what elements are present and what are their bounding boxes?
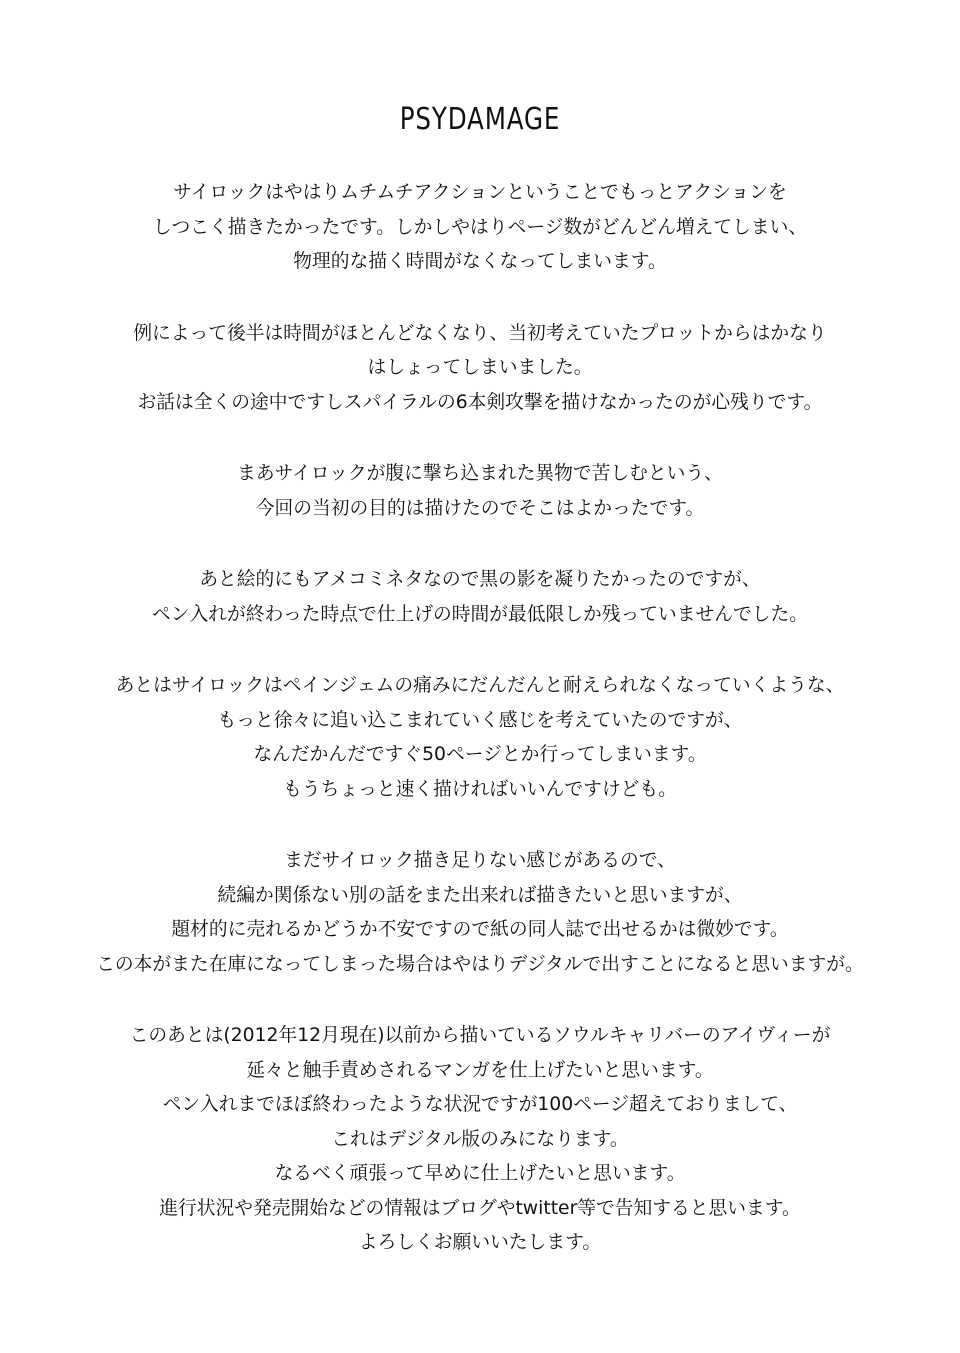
text-line: このあとは(2012年12月現在)以前から描いているソウルキャリバーのアイヴィーが [129,1025,831,1046]
text-line: ペン入れが終わった時点で仕上げの時間が最低限しか残っていませんでした。 [151,603,809,625]
text-line: 続編か関係ない別の話をまた出来れば描きたいと思いますが、 [217,884,743,906]
paragraph [0,176,960,280]
text-line: なんだかんだですぐ50ページとか行ってしまいます。 [253,744,707,765]
text-line: これはデジタル版のみになります。 [331,1128,629,1150]
text-line: 延々と触手責めされるマンガを仕上げたいと思います。 [246,1059,714,1081]
paragraph [0,563,960,632]
text-line: しつこく描きたかったです。しかしやはりページ数がどんどん増えてしまい、 [152,216,808,238]
text-line: 進行状況や発売開始などの情報はブログやtwitter等で告知すると思います。 [159,1197,801,1219]
text-line: サイロックはやはりムチムチアクションということでもっとアクションを [173,182,787,203]
paragraph [0,457,960,526]
text-line: あと絵的にもアメコミネタなので黒の影を凝りたかったのですが、 [199,569,761,590]
text-line: ペン入れまでほぼ終わったような状況ですが100ページ超えておりまして、 [162,1094,798,1115]
paragraph [0,669,960,807]
afterword-body [0,176,960,1298]
text-line: まだサイロック描き足りない感じがあるので、 [284,850,676,871]
text-line: お話は全くの途中ですしスパイラルの6本剣攻撃を描けなかったのが心残りです。 [137,391,823,413]
paragraph [0,844,960,982]
text-line: はしょってしまいました。 [367,357,593,378]
text-line: あとはサイロックはペインジェムの痛みにだんだんと耐えられなくなっていくような、 [115,675,845,696]
text-line: なるべく頑張って早めに仕上げたいと思います。 [274,1163,686,1184]
text-line: この本がまた在庫になってしまった場合はやはりデジタルで出すことになると思いますが。 [96,953,864,975]
text-line: 物理的な描く時間がなくなってしまいます。 [293,251,667,272]
text-line: 題材的に売れるかどうか不安ですので紙の同人誌で出せるかは微妙です。 [171,919,789,940]
paragraph [0,317,960,421]
text-line: もっと徐々に追い込こまれていく感じを考えていたのですが、 [217,709,743,731]
text-line: よろしくお願いいたします。 [358,1232,602,1253]
page-title: PSYDAMAGE [399,102,561,137]
text-line: 今回の当初の目的は描けたのでそこはよかったです。 [255,497,705,519]
text-line: 例によって後半は時間がほとんどなくなり、当初考えていたプロットからはかなり [133,322,827,344]
text-line: まあサイロックが腹に撃ち込まれた異物で苦しむという、 [237,463,723,484]
paragraph [0,1019,960,1261]
text-line: もうちょっと速く描ければいいんですけども。 [283,778,677,800]
